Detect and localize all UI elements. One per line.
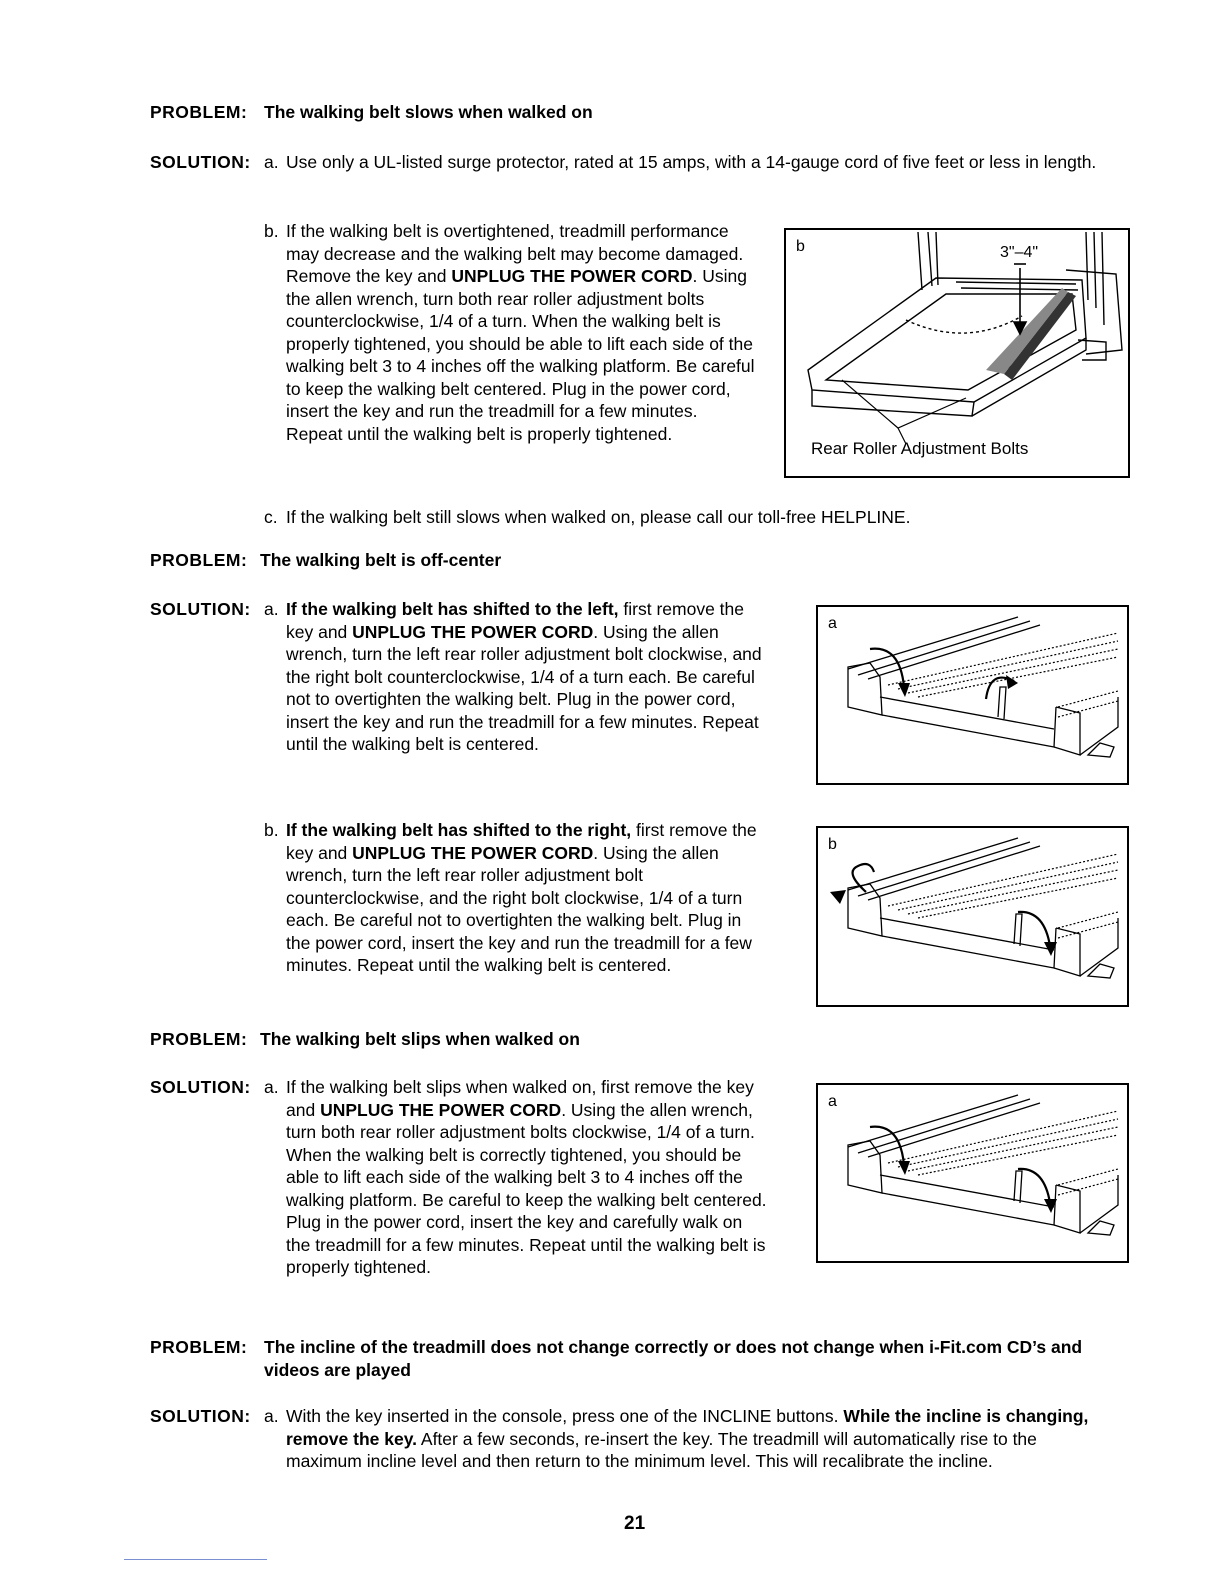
solution-label: SOLUTION: [150,1406,251,1426]
item-letter: b. [264,221,279,241]
emphasis-text: UNPLUG THE POWER CORD [320,1099,562,1120]
footer-rule [124,1559,267,1560]
solution-text [286,598,770,756]
item-letter: c. [264,507,278,527]
problem-title: The walking belt slips when walked on [260,1029,580,1049]
text-run: . Using the allen wrench, turn both rear roller adjustment bolts counterclockwise, 1/4 of a turn. When the walking belt is properly tightened, you should be able to lift each side of the walking belt 3 to 4 inches off the walking platform. Be careful to keep the walking belt centered. Plug in the power cord, insert the key and run the treadmill for a few minutes. Repeat until the walking belt is properly tightened. [286,266,755,444]
text-run: first remove the key and [286,820,757,863]
solution-label: SOLUTION: [150,599,251,619]
item-letter: a. [264,1077,279,1097]
figure-caption: Rear Roller Adjustment Bolts [811,439,1029,458]
figure-rear-roller-bolts [784,228,1130,478]
problem-title: The walking belt slows when walked on [264,102,593,122]
text-run: After a few seconds, re-insert the key. The treadmill will automatically rise to the maximum incline level and then return to the minimum level. This will recalibrate the incline. [286,1428,1037,1471]
text-run: With the key inserted in the console, press one of the INCLINE buttons. [286,1406,844,1426]
solution-text: Use only a UL-listed surge protector, rated at 15 amps, with a 14-gauge cord of five feet or less in length. [286,152,1097,172]
text-run: . Using the allen wrench, turn the left rear roller adjustment bolt clockwise, and the right bolt counterclockwise, 1/4 of a turn each. Be careful not to overtighten the walking belt. Plug in the power cord, insert the key and run the treadmill for a few minutes. Repeat until the walking belt is centered. [286,621,762,754]
solution-text [286,1076,770,1279]
item-letter: a. [264,152,279,172]
solution-text [286,1405,1116,1473]
page-number: 21 [624,1513,646,1534]
item-letter: a. [264,599,279,619]
problem-label: PROBLEM: [150,1337,248,1357]
figure-shift-left [816,605,1129,785]
figure-letter: a [828,615,837,632]
emphasis-text: While the incline is changing, remove the key. [286,1406,1089,1449]
solution-text [286,220,756,445]
text-run: If the walking belt slips when walked on, first remove the key and [286,1077,754,1120]
deck-end-illustration [818,1085,1127,1261]
solution-text: If the walking belt still slows when walked on, please call our toll-free HELPLINE. [286,507,911,527]
figure-letter: b [828,836,837,853]
problem-title: The incline of the treadmill does not change correctly or does not change when i-Fit.com CD’s and videos are played [264,1337,1083,1380]
figure-shift-right [816,826,1129,1007]
text-run: . Using the allen wrench, turn both rear roller adjustment bolts clockwise, 1/4 of a turn. When the walking belt is correctly tightened, you should be able to lift each side of the walking belt 3 to 4 inches off the walking platform. Be careful to keep the walking belt centered. Plug in the power cord, insert the key and carefully walk on the treadmill for a few minutes. Repeat until the walking belt is properly tightened. [286,1099,767,1277]
item-letter: b. [264,820,279,840]
problem-label: PROBLEM: [150,1029,248,1049]
item-letter: a. [264,1406,279,1426]
problem-label: PROBLEM: [150,550,248,570]
solution-label: SOLUTION: [150,152,251,172]
emphasis-text: UNPLUG THE POWER CORD [352,621,594,642]
text-run: first remove the key and [286,599,744,642]
emphasis-text: If the walking belt has shifted to the right, [286,820,632,840]
deck-end-illustration [818,607,1127,783]
deck-end-illustration [818,828,1127,1005]
text-run: If the walking belt is overtightened, treadmill performance may decrease and the walking belt may become damaged. Remove the key and [286,221,744,286]
emphasis-text: If the walking belt has shifted to the left, [286,599,619,619]
figure-belt-slips [816,1083,1129,1263]
problem-label: PROBLEM: [150,102,248,122]
text-run: . Using the allen wrench, turn the left rear roller adjustment bolt counterclockwise, and the right bolt clockwise, 1/4 of a turn each. Be careful not to overtighten the walking belt. Plug in the power cord, insert the key and run the treadmill for a few minutes. Repeat until the walking belt is centered. [286,842,752,975]
emphasis-text: UNPLUG THE POWER CORD [451,266,693,286]
figure-letter: b [796,238,805,255]
solution-text [286,819,770,977]
measurement-label: 3"–4" [1000,244,1039,261]
figure-letter: a [828,1093,837,1110]
problem-title: The walking belt is off-center [260,550,502,570]
emphasis-text: UNPLUG THE POWER CORD [352,842,594,863]
solution-label: SOLUTION: [150,1077,251,1097]
